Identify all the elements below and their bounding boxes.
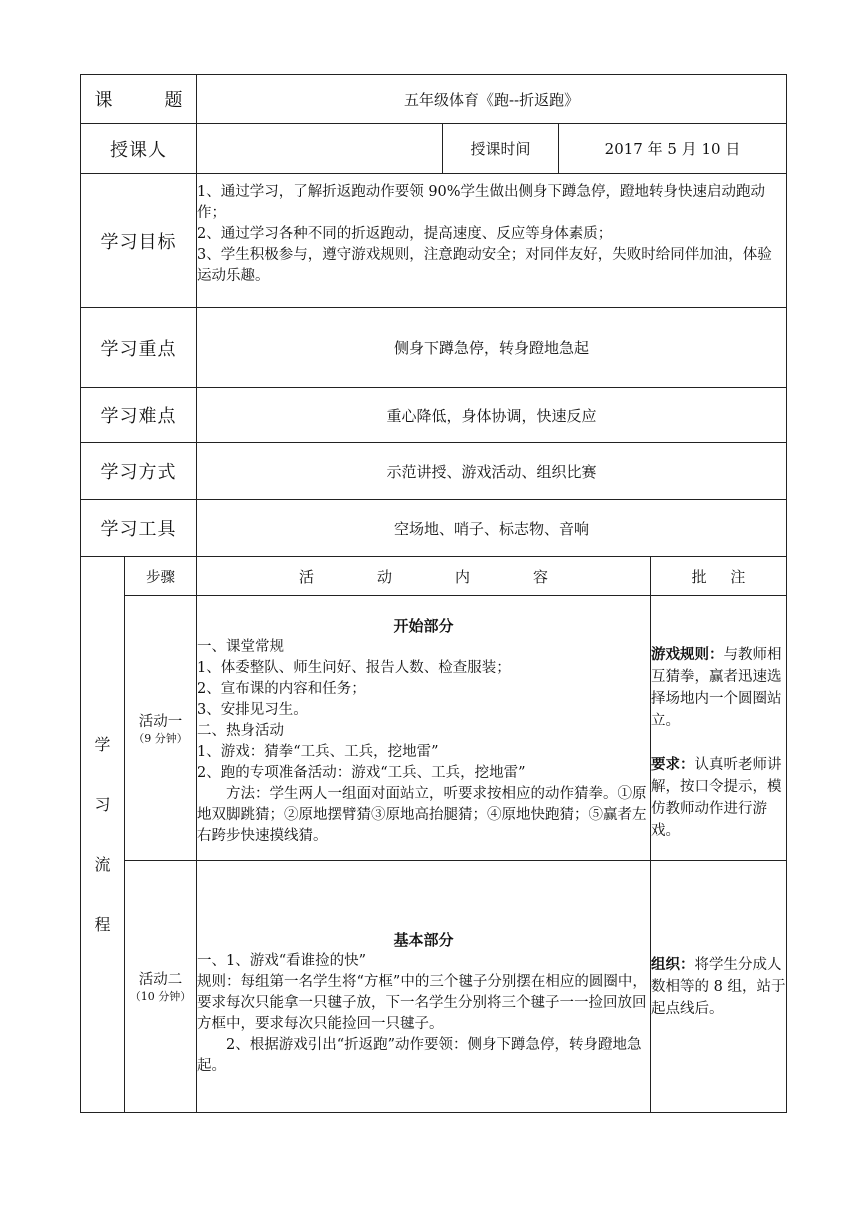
activity-1-line: 3、安排见习生。 bbox=[197, 701, 308, 718]
goal-item-2: 2、通过学习各种不同的折返跑动，提高速度、反应等身体素质； bbox=[197, 226, 613, 242]
tools-value: 空场地、哨子、标志物、音响 bbox=[197, 500, 787, 557]
key-points-row bbox=[81, 308, 787, 388]
activity-1-line: 1、游戏：猜拳“工兵、工兵，挖地雷” bbox=[197, 743, 439, 760]
difficulties-value: 重心降低，身体协调，快速反应 bbox=[197, 388, 787, 443]
side-char-1: 学 bbox=[94, 734, 111, 754]
teacher-value bbox=[197, 124, 443, 174]
tools-label: 学习工具 bbox=[81, 500, 197, 557]
side-char-4: 程 bbox=[94, 914, 111, 934]
activity-1-content bbox=[197, 596, 651, 861]
activity-2-note bbox=[651, 861, 787, 1113]
activity-row-1 bbox=[81, 596, 787, 861]
activity-1-heading: 开始部分 bbox=[393, 616, 454, 635]
difficulties-label: 学习难点 bbox=[81, 388, 197, 443]
activity-1-line: 2、跑的专项准备活动：游戏“工兵、工兵，挖地雷” bbox=[197, 764, 526, 781]
lesson-plan-table bbox=[80, 74, 787, 1113]
activity-1-label: 活动一 （9 分钟） bbox=[125, 596, 197, 861]
activity-row-2 bbox=[81, 861, 787, 1113]
side-char-3: 流 bbox=[94, 854, 111, 874]
activity-2-content bbox=[197, 861, 651, 1113]
key-points-value: 侧身下蹲急停，转身蹬地急起 bbox=[197, 308, 787, 388]
methods-row bbox=[81, 443, 787, 500]
teacher-label: 授课人 bbox=[81, 124, 197, 174]
note-rule: 游戏规则：与教师相互猜拳，赢者迅速选择场地内一个圆圈站立。 bbox=[651, 646, 782, 729]
side-char-2: 习 bbox=[94, 794, 111, 814]
note-organization: 组织：将学生分成人数相等的 8 组，站于起点线后。 bbox=[651, 955, 786, 1017]
goals-content bbox=[197, 174, 787, 308]
activity-1-method: 方法：学生两人一组面对面站立，听要求按相应的动作猜拳。①原地双脚跳猜；②原地摆臂猜③原地高抬腿猜；④原地快跑猜；⑤赢者左右跨步快速摸线猜。 bbox=[197, 785, 647, 844]
activity-2-label: 活动二 （10 分钟） bbox=[125, 861, 197, 1113]
activity-2-heading: 基本部分 bbox=[393, 931, 454, 949]
time-value: 2017 年 5 月 10 日 bbox=[559, 124, 787, 174]
note-requirement: 要求：认真听老师讲解，按口令提示，模仿教师动作进行游戏。 bbox=[651, 756, 782, 839]
tools-row bbox=[81, 500, 787, 557]
activity-1-note bbox=[651, 596, 787, 861]
key-points-label: 学习重点 bbox=[81, 308, 197, 388]
topic-value: 五年级体育《跑--折返跑》 bbox=[197, 75, 787, 124]
methods-label: 学习方式 bbox=[81, 443, 197, 500]
activity-2-line: 一、1、游戏“看谁捡的快” bbox=[197, 953, 367, 969]
process-header-row bbox=[81, 557, 787, 596]
process-side-label bbox=[81, 557, 125, 1113]
teacher-row bbox=[81, 124, 787, 174]
goals-row bbox=[81, 174, 787, 308]
activity-1-line: 一、课堂常规 bbox=[197, 638, 284, 655]
difficulties-row bbox=[81, 388, 787, 443]
activity-1-line: 2、宣布课的内容和任务； bbox=[197, 680, 366, 697]
goal-item-3: 3、学生积极参与，遵守游戏规则，注意跑动安全；对同伴友好，失败时给同伴加油，体验运动乐趣。 bbox=[197, 247, 772, 284]
activity-2-line: 规则：每组第一名学生将“方框”中的三个毽子分别摆在相应的圆圈中，要求每次只能拿一只毽子放，下一名学生分别将三个毽子一一捡回放回方框中，要求每次只能捡回一只毽子。 bbox=[197, 974, 647, 1032]
activity-1-line: 1、体委整队、师生问好、报告人数、检查服装； bbox=[197, 659, 511, 676]
topic-label: 课 题 bbox=[81, 75, 197, 124]
activity-2-method: 2、根据游戏引出“折返跑”动作要领：侧身下蹲急停，转身蹬地急起。 bbox=[197, 1037, 642, 1074]
goal-item-1: 1、通过学习，了解折返跑动作要领 90%学生做出侧身下蹲急停，蹬地转身快速启动跑动作； bbox=[197, 184, 766, 221]
topic-row bbox=[81, 75, 787, 124]
activity-1-line: 二、热身活动 bbox=[197, 722, 284, 739]
time-label: 授课时间 bbox=[443, 124, 559, 174]
goals-label: 学习目标 bbox=[81, 174, 197, 308]
note-header: 批 注 bbox=[651, 557, 787, 596]
methods-value: 示范讲授、游戏活动、组织比赛 bbox=[197, 443, 787, 500]
content-header: 活 动 内 容 bbox=[197, 557, 651, 596]
step-header: 步骤 bbox=[125, 557, 197, 596]
